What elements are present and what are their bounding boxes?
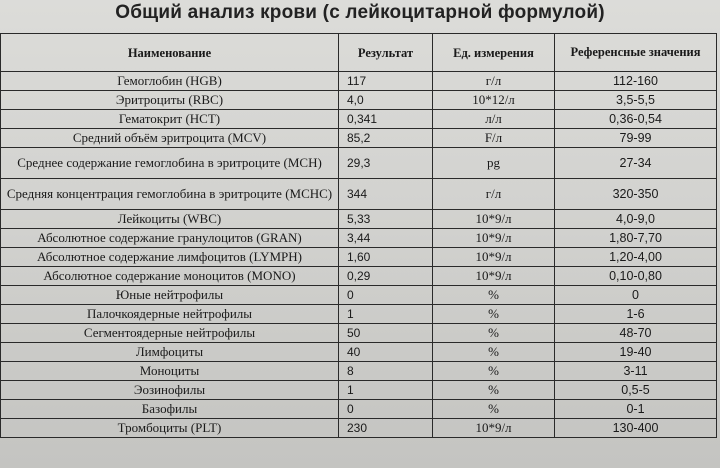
row-result: 29,3 [339,148,433,179]
row-result: 344 [339,179,433,210]
row-name: Абсолютное содержание гранулоцитов (GRAN) [1,229,339,248]
table-row [1,129,717,148]
row-result: 1 [339,381,433,400]
row-unit: 10*9/л [433,210,555,229]
row-result: 117 [339,72,433,91]
row-reference: 4,0-9,0 [555,210,717,229]
row-name: Лейкоциты (WBC) [1,210,339,229]
table-row [1,324,717,343]
row-unit: 10*9/л [433,229,555,248]
row-result: 0 [339,286,433,305]
row-result: 230 [339,419,433,438]
row-name: Гемоглобин (HGB) [1,72,339,91]
row-unit: г/л [433,179,555,210]
table-row [1,267,717,286]
table-row [1,400,717,419]
table-row [1,110,717,129]
table-row [1,381,717,400]
row-unit: 10*9/л [433,248,555,267]
row-name: Гематокрит (HCT) [1,110,339,129]
row-unit: % [433,362,555,381]
row-unit: 10*9/л [433,419,555,438]
row-reference: 112-160 [555,72,717,91]
row-name: Лимфоциты [1,343,339,362]
row-name: Среднее содержание гемоглобина в эритроците (MCH) [1,148,339,179]
row-result: 40 [339,343,433,362]
table-row [1,286,717,305]
row-name: Сегментоядерные нейтрофилы [1,324,339,343]
row-reference: 1,20-4,00 [555,248,717,267]
row-result: 3,44 [339,229,433,248]
row-result: 0,341 [339,110,433,129]
table-row [1,91,717,110]
row-name: Юные нейтрофилы [1,286,339,305]
row-reference: 0,5-5 [555,381,717,400]
row-reference: 48-70 [555,324,717,343]
row-unit: л/л [433,110,555,129]
row-name: Абсолютное содержание моноцитов (MONO) [1,267,339,286]
row-reference: 19-40 [555,343,717,362]
row-reference: 0,10-0,80 [555,267,717,286]
row-name: Эозинофилы [1,381,339,400]
table-row [1,229,717,248]
table-row [1,419,717,438]
page-title: Общий анализ крови (с лейкоцитарной формулой) [115,2,605,23]
row-reference: 0-1 [555,400,717,419]
results-table [0,33,717,438]
row-result: 8 [339,362,433,381]
row-name: Палочкоядерные нейтрофилы [1,305,339,324]
row-reference: 3,5-5,5 [555,91,717,110]
row-name: Средний объём эритроцита (MCV) [1,129,339,148]
row-result: 50 [339,324,433,343]
header-name: Наименование [1,34,339,72]
table-row [1,248,717,267]
row-unit: pg [433,148,555,179]
row-reference: 0,36-0,54 [555,110,717,129]
row-name: Тромбоциты (PLT) [1,419,339,438]
table-row [1,179,717,210]
row-reference: 0 [555,286,717,305]
table-row [1,72,717,91]
row-name: Моноциты [1,362,339,381]
row-unit: % [433,400,555,419]
table-row [1,210,717,229]
row-result: 0,29 [339,267,433,286]
row-result: 85,2 [339,129,433,148]
row-reference: 320-350 [555,179,717,210]
row-result: 4,0 [339,91,433,110]
row-unit: % [433,381,555,400]
row-unit: % [433,324,555,343]
row-result: 5,33 [339,210,433,229]
header-result: Результат [339,34,433,72]
row-reference: 130-400 [555,419,717,438]
row-result: 1 [339,305,433,324]
row-unit: % [433,286,555,305]
table-header-row [1,34,717,72]
table-row [1,148,717,179]
row-result: 1,60 [339,248,433,267]
row-name: Абсолютное содержание лимфоцитов (LYMPH) [1,248,339,267]
row-unit: 10*12/л [433,91,555,110]
row-reference: 1-6 [555,305,717,324]
row-reference: 79-99 [555,129,717,148]
row-name: Средняя концентрация гемоглобина в эритроците (MCHC) [1,179,339,210]
row-result: 0 [339,400,433,419]
table-row [1,305,717,324]
row-reference: 27-34 [555,148,717,179]
header-unit: Ед. измерения [433,34,555,72]
table-body [1,72,717,438]
row-unit: 10*9/л [433,267,555,286]
row-name: Эритроциты (RBC) [1,91,339,110]
row-unit: F/л [433,129,555,148]
table-row [1,343,717,362]
table-row [1,362,717,381]
row-reference: 1,80-7,70 [555,229,717,248]
row-unit: % [433,343,555,362]
row-unit: г/л [433,72,555,91]
row-reference: 3-11 [555,362,717,381]
row-unit: % [433,305,555,324]
row-name: Базофилы [1,400,339,419]
header-reference: Референсные значения [555,34,717,72]
